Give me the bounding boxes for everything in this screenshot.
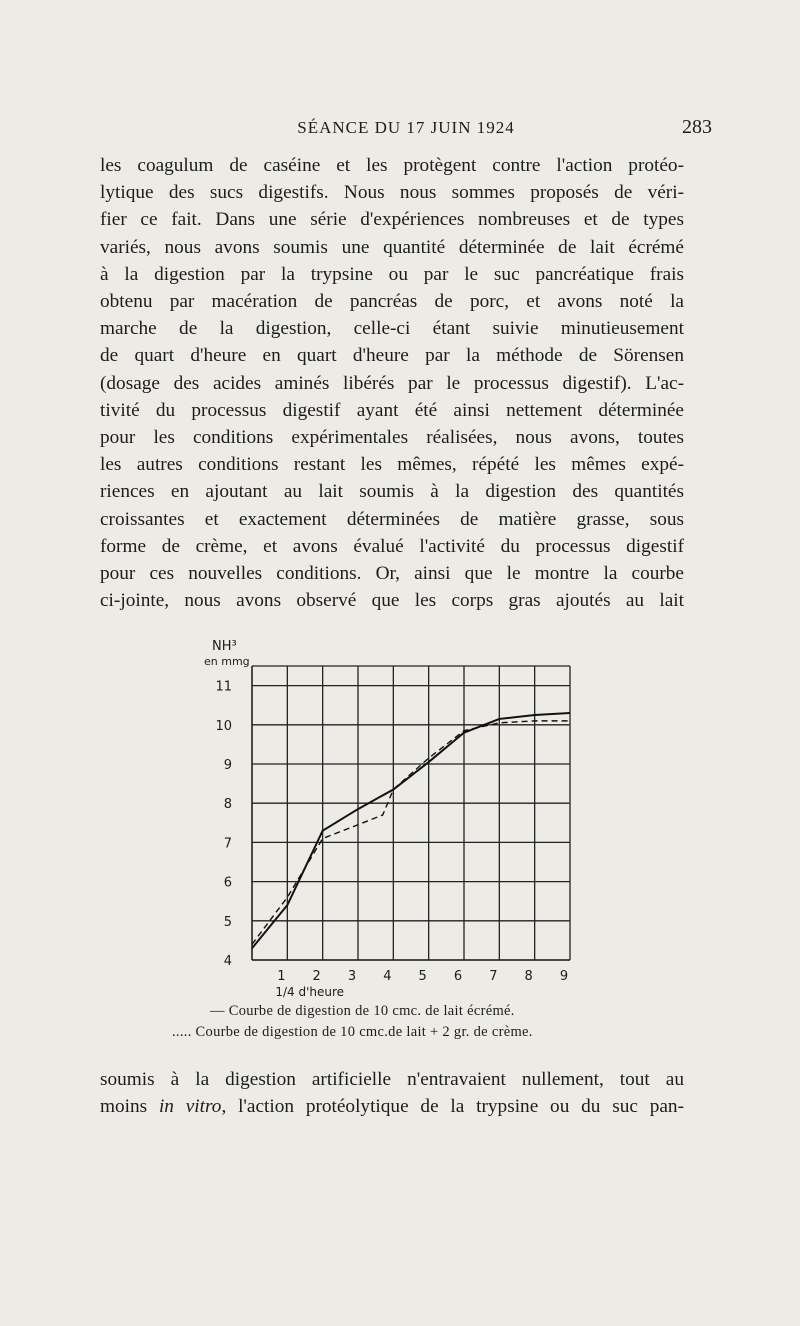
y-tick-label: 8 [223,797,232,813]
x-tick-label: 5 [418,969,427,984]
x-tick-label: 2 [312,969,321,984]
x-tick-label: 4 [383,969,392,984]
series-line-dashed [252,721,570,944]
text-line: variés, nous avons soumis une quantité déterminée de lait écrémé [100,236,684,258]
y-tick-label: 6 [223,875,232,891]
x-tick-label: 1 [277,969,286,984]
x-tick-label: 3 [347,969,357,984]
series-line-solid [252,713,570,948]
text-line: ci-jointe, nous avons observé que les corps gras ajoutés au lait [100,590,684,612]
italic-in-vitro: in vitro [158,1096,222,1118]
text-line: soumis à la digestion artificielle n'entravaient nullement, tout au [100,1069,684,1090]
x-tick-label: 9 [559,969,569,984]
text-line: les autres conditions restant les mêmes, répété les mêmes expé- [100,454,684,476]
y-tick-label: 7 [223,836,232,852]
caption-solid-curve: — Courbe de digestion de 10 cmc. de lait écrémé. [210,1003,515,1019]
paragraph-1 [100,152,684,614]
y-tick-label: 11 [215,679,232,695]
text-line: à la digestion par la trypsine ou par le suc pancréatique frais [100,263,684,285]
y-tick-label: 10 [215,718,232,734]
y-axis-label-unit: NH³ [212,639,237,654]
caption-dashed-curve: ..... Courbe de digestion de 10 cmc.de lait + 2 gr. de crème. [172,1024,533,1040]
text-line: pour ces nouvelles conditions. Or, ainsi que le montre la courbe [100,563,684,585]
x-tick-label: 7 [489,969,498,984]
digestion-chart [190,630,590,999]
y-tick-label: 5 [223,914,232,930]
text-line: fier ce fait. Dans une série d'expériences nombreuses et de types [100,209,684,231]
paragraph-2 [100,1066,684,1120]
x-tick-label: 8 [524,969,533,984]
text-line: forme de crème, et avons évalué l'activité du processus digestif [100,535,684,557]
running-head [100,116,712,144]
y-tick-label: 9 [223,758,232,773]
y-axis-label-measure: en mmg [204,655,250,668]
x-tick-label: 6 [453,969,463,984]
text-line: moins in vitro, l'action protéolytique de la trypsine ou du suc pan- [100,1096,684,1118]
text-line: croissantes et exactement déterminées de matière grasse, sous [100,508,684,530]
text-line: tivité du processus digestif ayant été ainsi nettement déterminée [100,399,684,421]
page-number: 283 [682,116,712,138]
text-line: les coagulum de caséine et les protègent contre l'action protéo- [100,155,684,176]
text-line: marche de la digestion, celle-ci étant suivie minutieusement [100,318,684,340]
x-axis-label: 1/4 d'heure [275,985,345,999]
text-line: riences en ajoutant au lait soumis à la digestion des quantités [100,481,684,503]
text-line: lytique des sucs digestifs. Nous nous sommes proposés de véri- [100,182,684,204]
text-line: obtenu par macération de pancréas de porc, et avons noté la [100,291,684,313]
text-line: (dosage des acides aminés libérés par le processus digestif). L'ac- [100,372,684,394]
y-tick-label: 4 [223,954,232,969]
text-line: de quart d'heure en quart d'heure par la méthode de Sörensen [100,345,684,367]
text-line: pour les conditions expérimentales réalisées, nous avons, toutes [100,427,684,449]
digestion-chart-svg [190,630,590,999]
running-head-title: SÉANCE DU 17 JUIN 1924 [297,118,515,137]
